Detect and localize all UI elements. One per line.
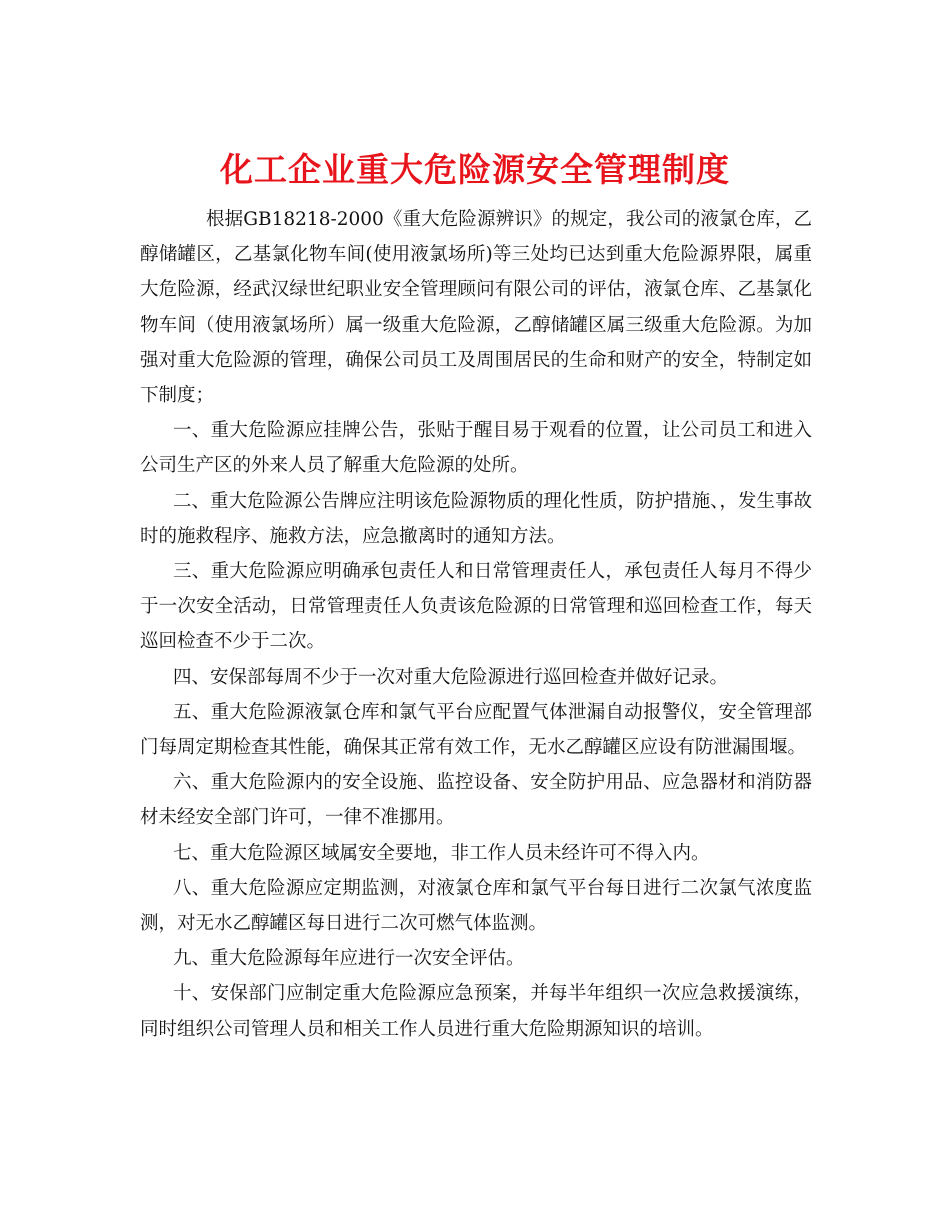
document-title: 化工企业重大危险源安全管理制度 (220, 150, 730, 190)
clause-6: 六、重大危险源内的安全设施、监控设备、安全防护用品、应急器材和消防器材未经安全部门许可，一律不准挪用。 (140, 772, 812, 829)
clause-7: 七、重大危险源区域属安全要地，非工作人员未经许可不得入内。 (173, 842, 710, 864)
clause-5: 五、重大危险源液氯仓库和氯气平台应配置气体泄漏自动报警仪，安全管理部门每周定期检查其性能，确保其正常有效工作，无水乙醇罐区应设有防泄漏围堰。 (140, 701, 812, 759)
intro-paragraph: 根据GB18218-2000《重大危险源辨识》的规定，我公司的液氯仓库，乙醇储罐区，乙基氯化物车间(使用液氯场所)等三处均已达到重大危险源界限，属重大危险源，经武汉绿世纪职业安全管理顾问有限公司的评估，液氯仓库、乙基氯化物车间（使用液氯场所）属一级重大危险源，乙醇储罐区属三级重大危险源。为加强对重大危险源的管理，确保公司员工及周围居民的生命和财产的安全，特制定如下制度； (140, 209, 812, 407)
clause-1: 一、重大危险源应挂牌公告，张贴于醒目易于观看的位置，让公司员工和进入公司生产区的外来人员了解重大危险源的处所。 (140, 420, 812, 477)
document-body (140, 202, 812, 1047)
clause-3: 三、重大危险源应明确承包责任人和日常管理责任人，承包责任人每月不得少于一次安全活动，日常管理责任人负责该危险源的日常管理和巡回检查工作，每天巡回检查不少于二次。 (140, 561, 812, 653)
clause-8: 八、重大危险源应定期监测，对液氯仓库和氯气平台每日进行二次氯气浓度监测，对无水乙醇罐区每日进行二次可燃气体监测。 (140, 877, 812, 935)
clause-2: 二、重大危险源公告牌应注明该危险源物质的理化性质，防护措施、，发生事故时的施救程序、施救方法，应急撤离时的通知方法。 (140, 490, 812, 547)
clause-4: 四、安保部每周不少于一次对重大危险源进行巡回检查并做好记录。 (173, 666, 729, 688)
clause-9: 九、重大危险源每年应进行一次安全评估。 (173, 948, 525, 970)
clause-10: 十、安保部门应制定重大危险源应急预案，并每半年组织一次应急救援演练，同时组织公司管理人员和相关工作人员进行重大危险期源知识的培训。 (140, 983, 812, 1040)
